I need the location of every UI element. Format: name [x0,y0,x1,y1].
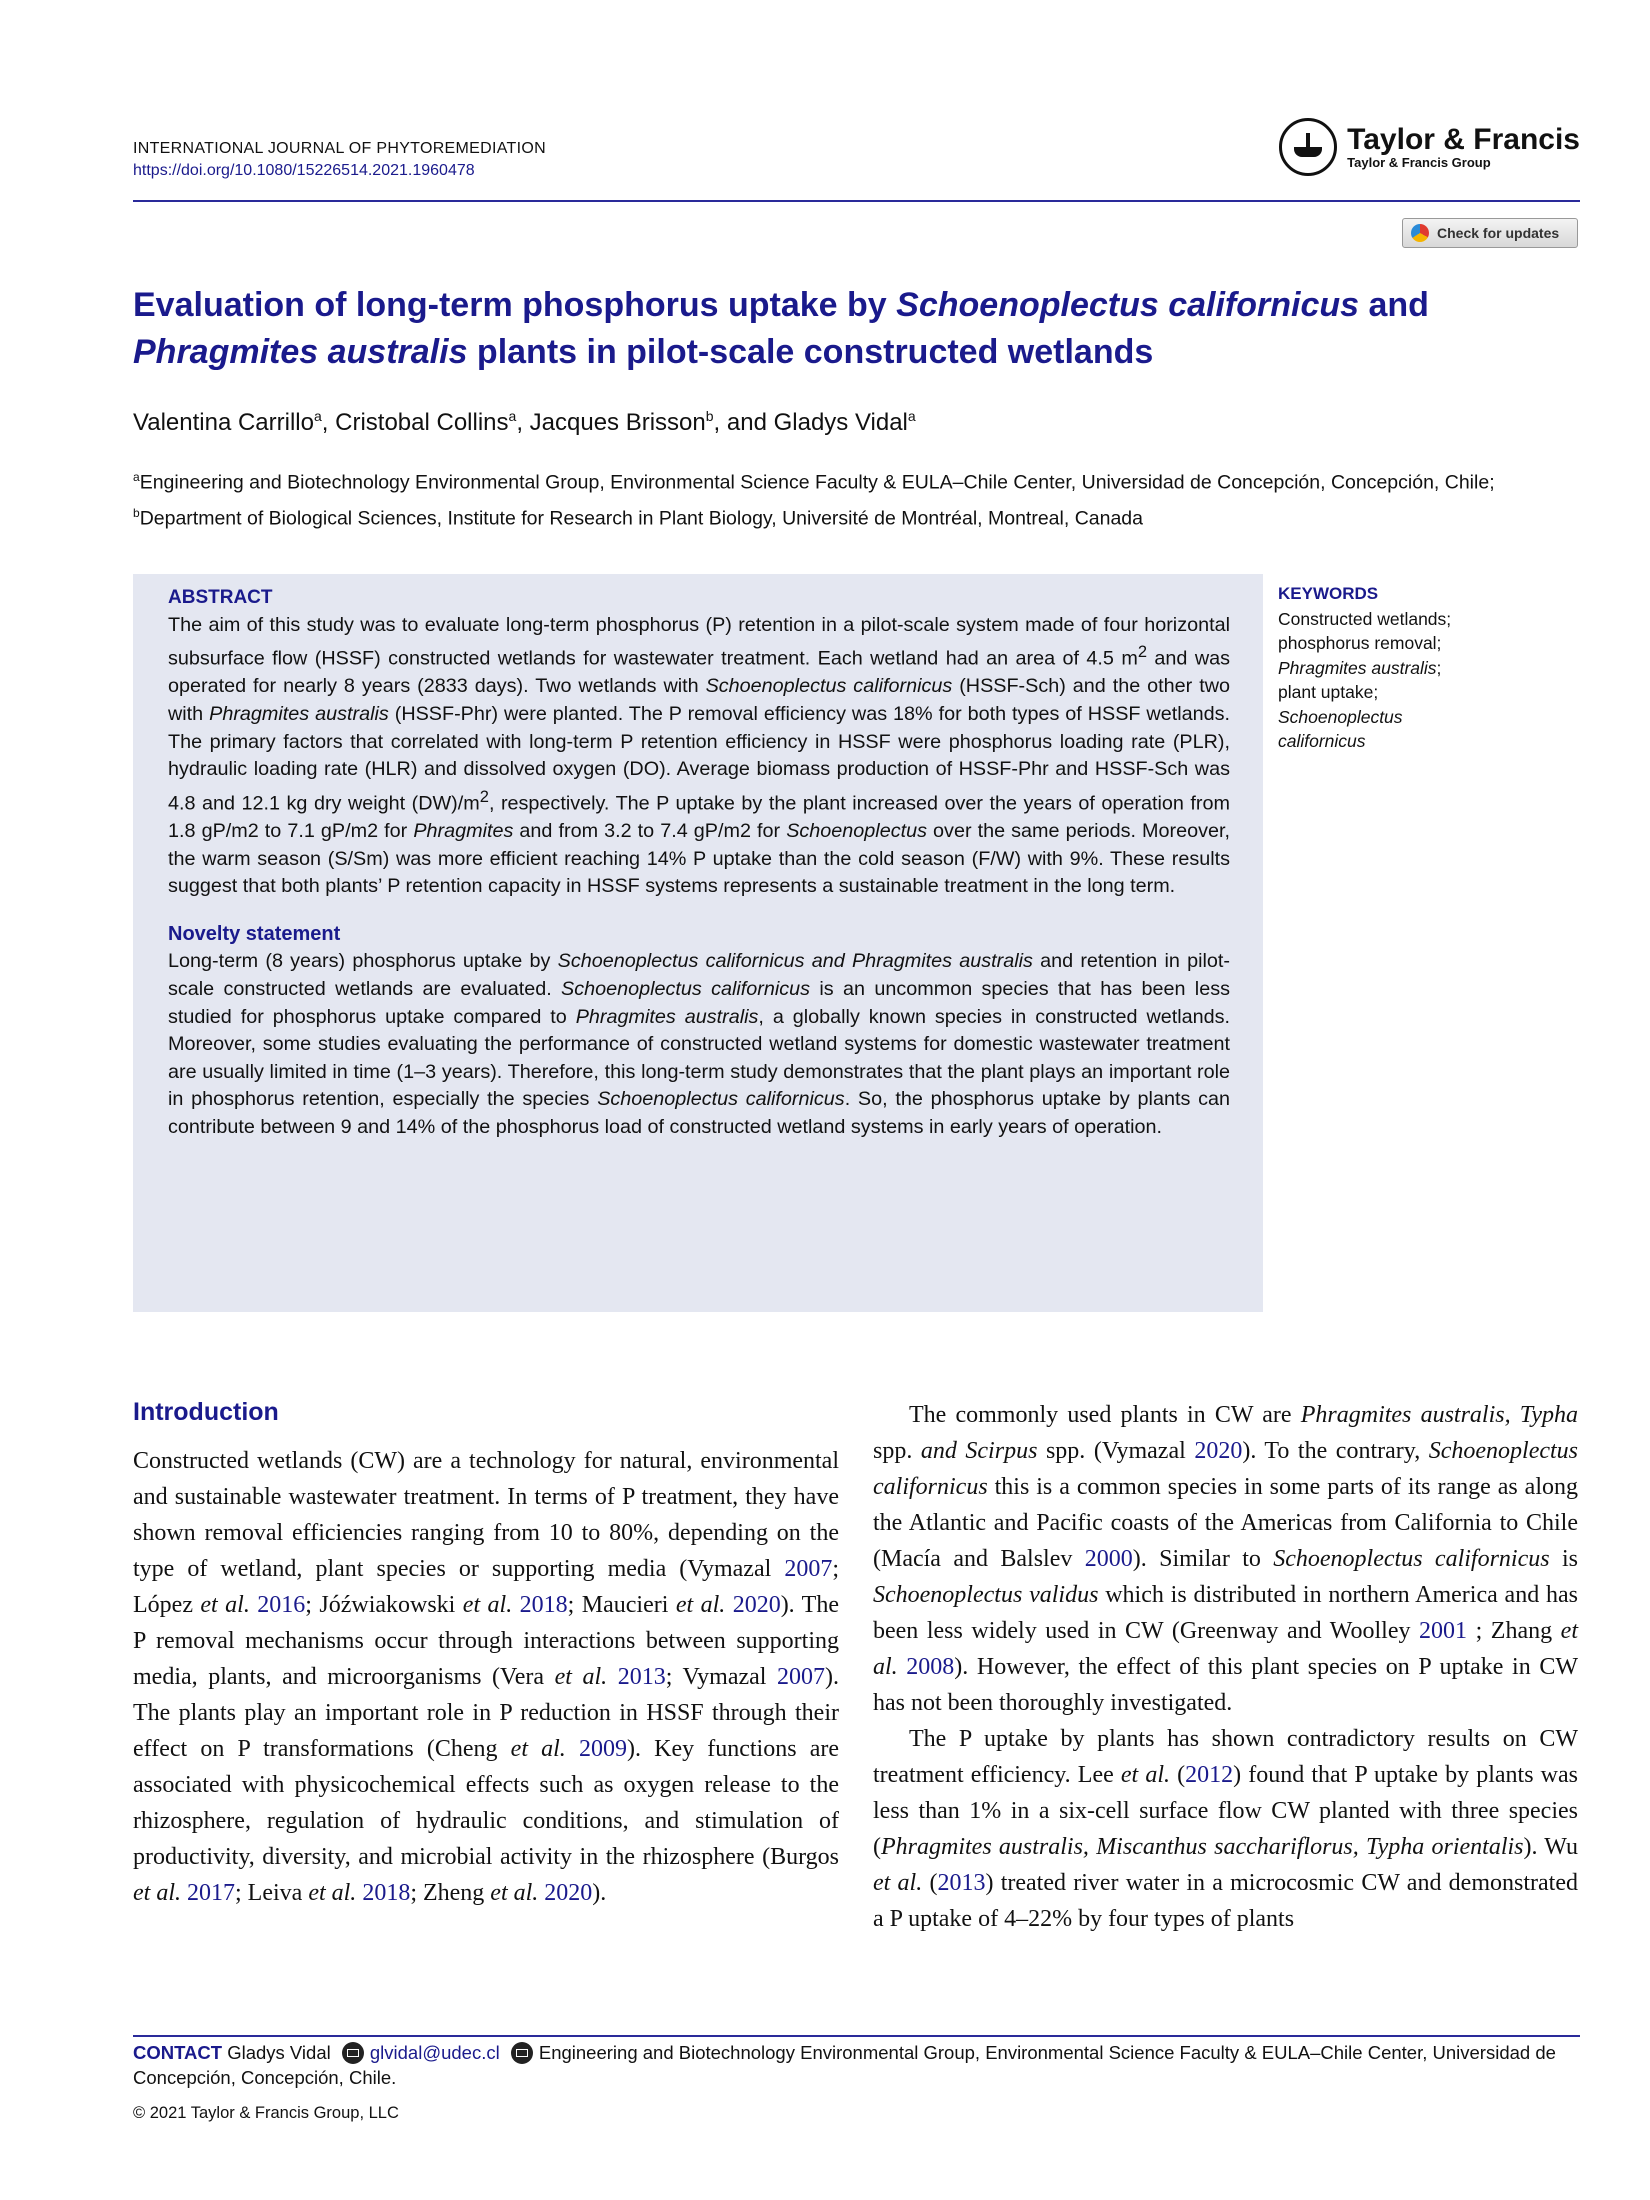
novelty-text: Long-term (8 years) phosphorus uptake by Schoenoplectus californicus and Phragmites australis and retention in pilot-scale constructed wetlands are evaluated. Schoenoplectus californicus is an uncommon species that has been less studied for phosphorus uptake compared to Phragmites australis, a globally known species in constructed wetlands. Moreover, some studies evaluating the performance of constructed wetland systems for domestic wastewater treatment are usually limited in time (1–3 years). Therefore, this long-term study demonstrates that the plant plays an important role in phosphorus retention, especially the species Schoenoplectus californicus. So, the phosphorus uptake by plants can contribute between 9 and 14% of the phosphorus load of constructed wetland systems in early years of operation. [168,950,1231,1138]
citation-link[interactable]: 2013 [617,1664,666,1690]
contact-address: Engineering and Biotechnology Environmental Group, Environmental Science Faculty & EULA–Chile Center, Universidad de Concepción, Concepción, Chile. [133,2042,1556,2088]
author: Cristobal Collins$^a$ [335,408,517,436]
paragraph: The P uptake by plants has shown contradictory results on CW treatment efficiency. Lee et al. (2012) found that P uptake by plants was less than 1% in a six-cell surface flow CW planted with three species (Phragmites australis, Miscanthus sacchariflorus, Typha orientalis). Wu et al. (2013) treated river water in a microcosmic CW and demonstrated a P uptake of 4–22% by four types of plants [873,1726,1579,1932]
citation-link[interactable]: 2013 [937,1870,986,1896]
citation-link[interactable]: 2000 [1084,1546,1133,1572]
abstract-box [133,574,1263,1312]
citation-link[interactable]: 2009 [578,1736,627,1762]
citation-link[interactable]: 2018 [519,1592,568,1618]
citation-link[interactable]: 2007 [784,1556,833,1582]
contact-name: Gladys Vidal [227,2042,331,2063]
copyright: © 2021 Taylor & Francis Group, LLC [133,2104,399,2122]
citation-link[interactable]: 2012 [1185,1762,1234,1788]
keywords-list: Constructed wetlands; phosphorus removal; Phragmites australis; plant uptake; Schoenoplectus californicus [1278,608,1452,751]
check-for-updates-label: Check for updates [1437,225,1560,241]
author: Jacques Brisson$^b$ [529,408,714,436]
novelty-heading: Novelty statement [168,922,341,945]
header-rule [133,200,1580,202]
paragraph: The commonly used plants in CW are Phragmites australis, Typha spp. and Scirpus spp. (Vymazal 2020). To the contrary, Schoenoplectus californicus this is a common species in some parts of its range as along the Atlantic and Pacific coasts of the Americas from California to Chile (Macía and Balslev 2000). Similar to Schoenoplectus californicus is Schoenoplectus validus which is distributed in northern America and has been less widely used in CW (Greenway and Woolley 2001 ; Zhang et al. 2008). However, the effect of this plant species on P uptake in CW has not been thoroughly investigated. [873,1402,1579,1716]
citation-link[interactable]: 2007 [777,1664,825,1690]
affiliations: $^a$Engineering and Biotechnology Environmental Group, Environmental Science Faculty & EULA–Chile Center, Universidad de Concepción, Concepción, Chile; $^b$Department of Biological Sciences, Institute for Research in Plant Biology, Université de Montréal, Montreal, Canada [133,470,1495,529]
abstract-text: The aim of this study was to evaluate long-term phosphorus (P) retention in a pilot-scale system made of four horizontal subsurface flow (HSSF) constructed wetlands for wastewater treatment. Each wetland had an area of 4.5 $m^2$ and was operated for nearly 8 years (2833 days). Two wetlands with Schoenoplectus californicus (HSSF-Sch) and the other two with Phragmites australis (HSSF-Phr) were planted. The P removal efficiency was 18% for both types of HSSF wetlands. The primary factors that correlated with long-term P retention efficiency in HSSF were phosphorus loading rate (PLR), hydraulic loading rate (HLR) and dissolved oxygen (DO). Average biomass production of HSSF-Phr and HSSF-Sch was 4.8 and 12.1 kg dry weight $(DW)/m^2$, respectively. The P uptake by the plant increased over the years of operation from 1.8 gP/m2 to 7.1 gP/m2 for Phragmites and from 3.2 to 7.4 gP/m2 for Schoenoplectus over the same periods. Moreover, the warm season (S/Sm) was more efficient reaching 14% P uptake than the cold season (F/W) with 9%. These results suggest that both plants’ P retention capacity in HSSF systems represents a sustainable treatment in the long term. [168,613,1230,898]
crossmark-icon [1411,224,1429,242]
keywords-panel [1278,582,1478,754]
publisher-brand [1279,118,1580,176]
article-title: Evaluation of long-term phosphorus uptake by Schoenoplectus californicus and Phragmites australis plants in pilot-scale constructed wetlands [133,286,1429,371]
contact-info [133,2040,1583,2090]
publisher-logo-icon [1279,118,1337,176]
paragraph: Constructed wetlands (CW) are a technology for natural, environmental and sustainable wastewater treatment. In terms of P treatment, they have shown removal efficiencies ranging from 10 to 80%, depending on the type of wetland, plant species or supporting media (Vymazal 2007; López et al. 2016; Jóźwiakowski et al. 2018; Maucieri et al. 2020). The P removal mechanisms occur through interactions between supporting media, plants, and microorganisms (Vera et al. 2013; Vymazal 2007). The plants play an important role in P reduction in HSSF through their effect on P transformations (Cheng et al. 2009). Key functions are associated with physicochemical effects such as oxygen release to the rhizosphere, regulation of hydraulic conditions, and stimulation of productivity, diversity, and microbial activity in the rhizosphere (Burgos et al. 2017; Leiva et al. 2018; Zheng et al. 2020). [133,1448,840,1906]
introduction-left-column [133,1443,839,1911]
publisher-group: Taylor & Francis Group [1347,154,1491,170]
email-icon [342,2042,364,2064]
journal-name: INTERNATIONAL JOURNAL OF PHYTOREMEDIATION [133,140,546,157]
email-link[interactable]: glvidal@udec.cl [369,2042,500,2063]
abstract-heading: ABSTRACT [168,587,273,608]
citation-link[interactable]: 2020 [544,1880,593,1906]
citation-link[interactable]: 2001 [1419,1618,1468,1644]
author: Valentina Carrillo$^a$ [133,408,322,436]
citation-link[interactable]: 2020 [1194,1438,1243,1464]
publisher-name: Taylor & Francis [1347,122,1580,156]
author: Gladys Vidal$^a$ [773,408,916,436]
citation-link[interactable]: 2018 [362,1880,411,1906]
citation-link[interactable]: 2017 [187,1880,235,1906]
keywords-heading: KEYWORDS [1278,584,1379,603]
introduction-heading: Introduction [133,1398,279,1426]
doi-link[interactable]: https://doi.org/10.1080/15226514.2021.1960478 [133,162,475,179]
footer-rule [133,2035,1580,2037]
introduction-right-column [873,1397,1578,1937]
address-icon [511,2042,533,2064]
check-for-updates-button[interactable] [1402,218,1578,248]
author-list: Valentina Carrillo$^a$, Cristobal Collins$^a$, Jacques Brisson$^b$, and Gladys Vidal$^a$ [133,408,916,436]
citation-link[interactable]: 2020 [732,1592,781,1618]
citation-link[interactable]: 2016 [257,1592,306,1618]
contact-label: CONTACT [133,2042,223,2063]
citation-link[interactable]: 2008 [906,1654,955,1680]
